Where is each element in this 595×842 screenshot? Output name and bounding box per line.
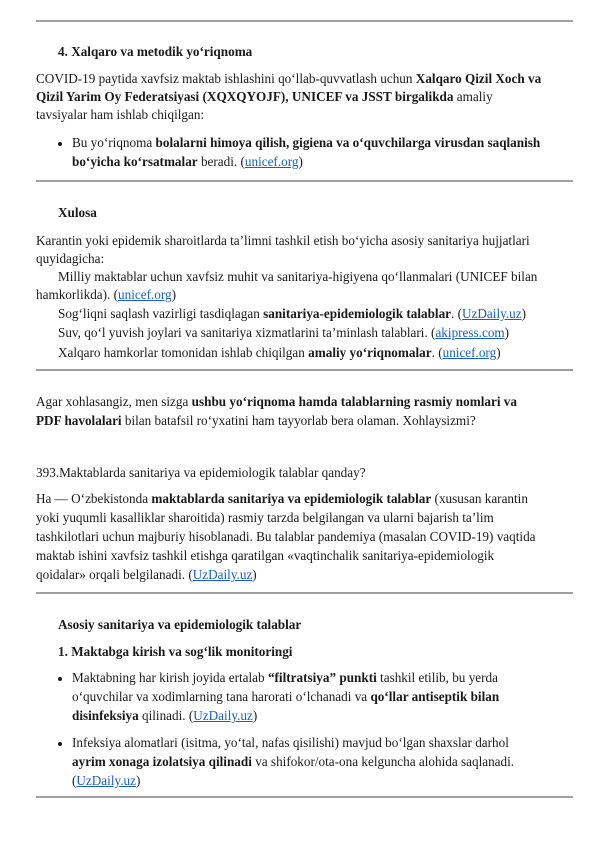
paragraph-line: quyidagicha: [36,251,105,266]
section-heading: 4. Xalqaro va metodik yo‘riqnoma [58,44,253,59]
paragraph-line: tavsiyalar ham ishlab chiqilgan: [36,107,205,122]
offer-line: PDF havolalari bilan batafsil ro‘yxatini ham tayyorlab bera olaman. Xohlaysizmi? [36,413,476,428]
subsection-heading: 1. Maktabga kirish va sog‘lik monitoringi [58,644,293,659]
answer-line: maktab ishini xavfsiz tashkil etishga qaratilgan «vaqtinchalik sanitariya-epidemiologik [36,548,495,563]
answer-line: yoki yuqumli kasalliklar sharoitida) rasmiy tarzda belgilangan va ularni bajarish ta’lim [36,510,494,525]
summary-item: Xalqaro hamkorlar tomonidan ishlab chiqilgan amaliy yo‘riqnomalar. (unicef.org) [58,345,501,360]
divider [36,592,573,594]
divider [36,180,573,182]
section-heading: Asosiy sanitariya va epidemiologik talablar [58,617,302,632]
bullet-icon [58,677,62,681]
bullet-icon [58,142,62,146]
divider [36,369,573,371]
source-link[interactable]: unicef.org [118,287,172,302]
source-link[interactable]: UzDaily.uz [193,708,253,723]
summary-item: Milliy maktablar uchun xavfsiz muhit va sanitariya-higiyena qo‘llanmalari (UNICEF bilan [58,269,538,284]
bullet-icon [58,742,62,746]
section-heading: Xulosa [58,205,97,220]
paragraph-line: COVID-19 paytida xavfsiz maktab ishlashini qo‘llab-quvvatlash uchun Xalqaro Qizil Xoch va [36,71,542,86]
answer-line: qoidalar» orqali belgilanadi. (UzDaily.uz) [36,567,257,582]
question-text: 393.Maktablarda sanitariya va epidemiologik talablar qanday? [36,465,366,480]
list-item: Maktabning har kirish joyida ertalab “filtratsiya” punkti tashkil etilib, bu yerda [72,670,498,685]
source-link[interactable]: UzDaily.uz [462,306,522,321]
source-link[interactable]: unicef.org [244,154,299,169]
summary-item-line: hamkorlikda). (unicef.org) [36,287,177,302]
source-link[interactable]: UzDaily.uz [76,773,136,788]
list-item-line: o‘quvchilar va xodimlarning tana harorati o‘lchanadi va qo‘llar antiseptik bilan [72,689,500,704]
summary-item: Suv, qo‘l yuvish joylari va sanitariya xizmatlarini ta’minlash talablari. (akipress.com) [58,325,510,340]
source-link[interactable]: akipress.com [435,325,505,340]
list-item-line: (UzDaily.uz) [72,773,141,788]
answer-line: Ha — O‘zbekistonda maktablarda sanitariya va epidemiologik talablar (xususan karantin [36,491,528,506]
paragraph-line: Qizil Yarim Oy Federatsiyasi (XQXQYOJF), UNICEF va JSST birgalikda amaliy [36,89,493,104]
answer-line: tashkilotlari uchun majburiy hisoblanadi. Bu talablar pandemiya (masalan COVID-19) vaqtida [36,529,536,544]
list-item-line: ayrim xonaga izolatsiya qilinadi va shifokor/ota-ona kelguncha alohida saqlanadi. [72,754,515,769]
divider [36,20,573,22]
divider [36,796,573,798]
offer-line: Agar xohlasangiz, men sizga ushbu yo‘riqnoma hamda talablarning rasmiy nomlari va [36,394,517,409]
source-link[interactable]: UzDaily.uz [192,567,253,582]
list-item: Infeksiya alomatlari (isitma, yo‘tal, nafas qisilishi) mavjud bo‘lgan shaxslar darhol [72,735,509,750]
summary-item: Sog‘liqni saqlash vazirligi tasdiqlagan sanitariya-epidemiologik talablar. (UzDaily.uz) [58,306,526,321]
list-item: Bu yo‘riqnoma bolalarni himoya qilish, gigiena va o‘quvchilarga virusdan saqlanish [72,135,541,150]
source-link[interactable]: unicef.org [442,345,497,360]
list-item-line: disinfeksiya qilinadi. (UzDaily.uz) [72,708,258,723]
paragraph-line: Karantin yoki epidemik sharoitlarda ta’limni tashkil etish bo‘yicha asosiy sanitariya hujjatlari [36,233,530,248]
list-item-line: bo‘yicha ko‘rsatmalar beradi. (unicef.org) [72,154,303,169]
